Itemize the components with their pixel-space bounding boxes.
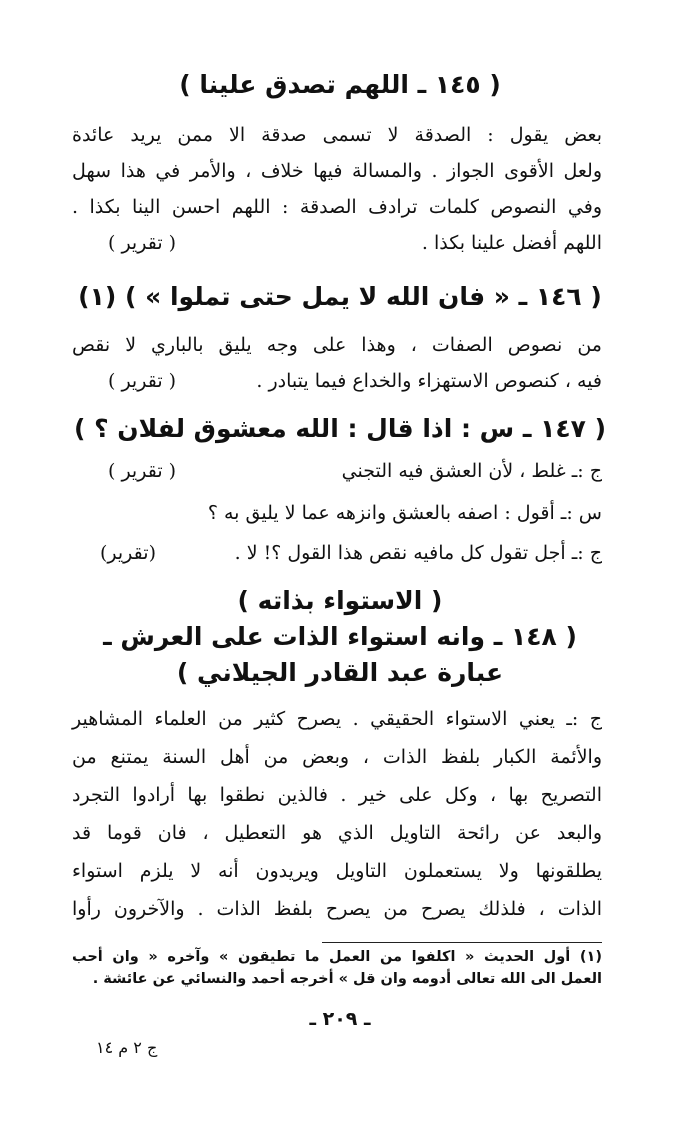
section-heading-148-cont: عبارة عبد القادر الجيلاني ): [176, 658, 504, 687]
text-line: التصريح بها ، وكل على خير . فالذين نطقوا بها أرادوا التجرد: [72, 784, 602, 806]
section-heading-148: ( ١٤٨ ـ وانه استواء الذات على العرش ـ: [103, 622, 577, 651]
text-line: من نصوص الصفات ، وهذا على وجه يليق بالباري لا نقص: [72, 334, 602, 356]
footnote-line: (١) أول الحديث « اكلفوا من العمل ما تطيقون » وآخره « وان أحب: [72, 949, 602, 965]
section-heading-146: ( ١٤٦ ـ « فان الله لا يمل حتى تملوا » ) (١): [78, 282, 602, 311]
section-heading-147: ( ١٤٧ ـ س : اذا قال : الله معشوق لفلان ؟ ): [73, 414, 607, 443]
answer-line: ج :ـ غلط ، لأن العشق فيه التجني: [341, 460, 602, 482]
printer-signature: ج ٢ م ١٤: [96, 1038, 158, 1057]
section-heading-145: ( ١٤٥ ـ اللهم تصدق علينا ): [179, 70, 501, 99]
footnote-line: العمل الى الله تعالى أدومه وان قل » أخرجه أحمد والنسائي عن عائشة .: [92, 971, 602, 987]
text-line: يطلقونها ولا يستعملون التاويل ويريدون أنه لا يلزم استواء: [72, 860, 602, 882]
text-line: اللهم أفضل علينا بكذا .: [421, 232, 602, 254]
source-note: ( تقرير ): [108, 232, 177, 254]
source-note: ( تقرير ): [108, 370, 177, 392]
text-line: بعض يقول : الصدقة لا تسمى صدقة الا ممن يريد عائدة: [72, 124, 602, 146]
section-heading-istiwa: ( الاستواء بذاته ): [237, 586, 443, 615]
text-line: فيه ، كنصوص الاستهزاء والخداع فيما يتبادر .: [256, 370, 602, 392]
text-line: ج :ـ يعني الاستواء الحقيقي . يصرح كثير من العلماء المشاهير: [72, 708, 602, 730]
source-note: (تقرير): [100, 542, 156, 564]
source-note: ( تقرير ): [108, 460, 177, 482]
answer-line: ج :ـ أجل تقول كل مافيه نقص هذا القول ؟! لا .: [234, 542, 602, 564]
text-line: والأئمة الكبار بلفظ الذات ، وبعض من أهل السنة يمتنع من: [72, 746, 602, 768]
text-line: ولعل الأقوى الجواز . والمسالة فيها خلاف ، والأمر في هذا سهل: [72, 160, 602, 182]
page-number: ـ ٢٠٩ ـ: [309, 1008, 371, 1030]
question-line: س :ـ أقول : اصفه بالعشق وانزهه عما لا يليق به ؟: [207, 502, 602, 524]
footnote-divider: [322, 942, 602, 943]
text-line: والبعد عن رائحة التاويل الذي هو التعطيل ، فان قوما قد: [72, 822, 602, 844]
text-line: الذات ، فلذلك يصرح من يصرح بلفظ الذات . والآخرون رأوا: [72, 898, 602, 920]
text-line: وفي النصوص كلمات ترادف الصدقة : اللهم احسن الينا بكذا .: [72, 196, 602, 218]
